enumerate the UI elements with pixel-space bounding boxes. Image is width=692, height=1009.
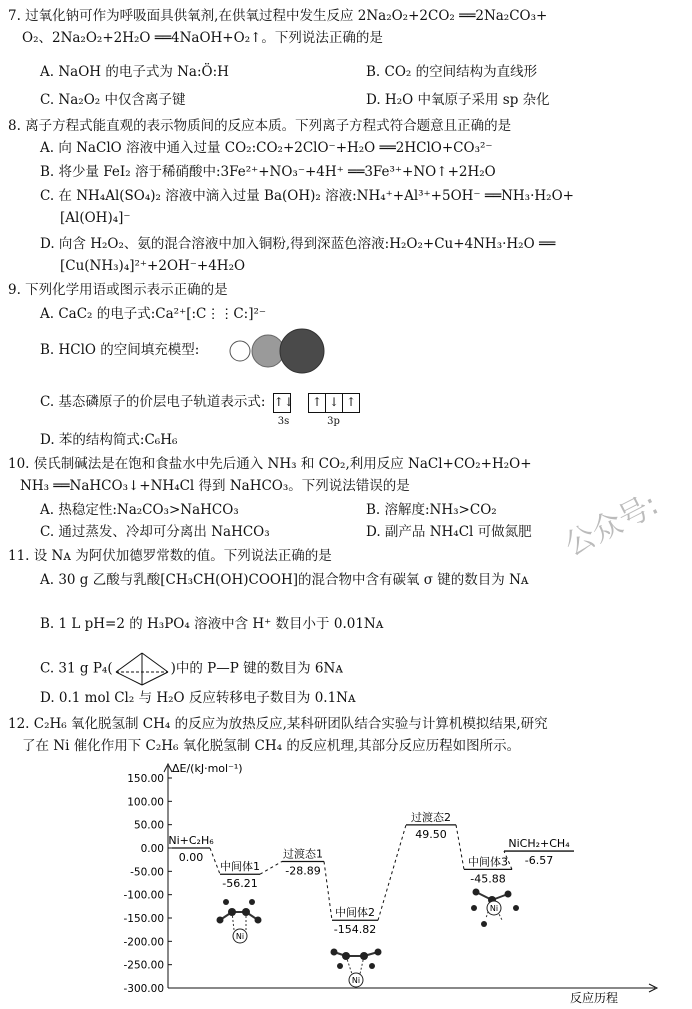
- q10-option-a: A. 热稳定性:Na₂CO₃>NaHCO₃: [40, 502, 239, 518]
- energy-path-connector: [456, 825, 464, 870]
- q8-option-c-line1: C. 在 NH₄Al(SO₄)₂ 溶液中滴入过量 Ba(OH)₂ 溶液:NH₄⁺+Al³⁺+5OH⁻ ══NH₃·H₂O+: [40, 188, 574, 204]
- y-tick-label: -100.00: [123, 889, 164, 902]
- y-tick-label: 50.00: [133, 819, 164, 832]
- watermark: 公众号:: [559, 486, 665, 564]
- ni-label-2: Ni: [351, 976, 361, 985]
- state-value: 49.50: [415, 827, 447, 841]
- q12-stem-line1: 12. C₂H₆ 氧化脱氢制 CH₄ 的反应为放热反应,某科研团队结合实验与计算机模拟结果,研究: [8, 716, 548, 732]
- state-name: 中间体3: [468, 855, 508, 869]
- intermediate1-structure: [217, 899, 262, 943]
- q10-option-d: D. 副产品 NH₄Cl 可做氮肥: [366, 524, 532, 540]
- energy-path-connector: [378, 825, 406, 920]
- state-value: -45.88: [470, 872, 506, 886]
- state-value: -28.89: [285, 864, 321, 878]
- x-axis-label: 反应历程: [570, 991, 619, 1005]
- q10-option-b: B. 溶解度:NH₃>CO₂: [366, 502, 497, 518]
- energy-path-connector: [324, 861, 332, 920]
- ni-label-1: Ni: [235, 932, 245, 941]
- q7-option-b: B. CO₂ 的空间结构为直线形: [366, 64, 538, 80]
- intermediate2-structure: [331, 949, 382, 988]
- state-value: -154.82: [333, 923, 377, 937]
- q7-option-d: D. H₂O 中氧原子采用 sp 杂化: [366, 92, 550, 108]
- q11-option-c-post: )中的 P—P 键的数目为 6Nᴀ: [170, 660, 343, 677]
- q9-stem: 9. 下列化学用语或图示表示正确的是: [8, 282, 228, 298]
- q11-option-c-pre: C. 31 g P₄(: [40, 660, 113, 677]
- q7-stem-line1: 7. 过氧化钠可作为呼吸面具供氧剂,在供氧过程中发生反应 2Na₂O₂+2CO₂ ══2Na₂CO₃+: [8, 8, 548, 24]
- state-name: 中间体1: [220, 860, 260, 874]
- orbital-3p: [309, 392, 360, 428]
- q8-stem: 8. 离子方程式能直观的表示物质间的反应本质。下列离子方程式符合题意且正确的是: [8, 118, 512, 134]
- q11-option-a: A. 30 g 乙酸与乳酸[CH₃CH(OH)COOH]的混合物中含有碳氧 σ 键的数目为 Nᴀ: [40, 572, 529, 588]
- energy-path-connector: [210, 848, 220, 874]
- q9-option-c: [40, 392, 360, 428]
- y-axis-label: ΔE/(kJ·mol⁻¹): [172, 762, 243, 775]
- p4-tetrahedron-diagram: [113, 650, 171, 688]
- q10-stem-line1: 10. 侯氏制碱法是在饱和食盐水中先后通入 NH₃ 和 CO₂,利用反应 NaCl+CO₂+H₂O+: [8, 456, 532, 472]
- q8-option-b: B. 将少量 FeI₂ 溶于稀硝酸中:3Fe²⁺+NO₃⁻+4H⁺ ══3Fe³⁺+NO↑+2H₂O: [40, 164, 496, 180]
- q9-option-d: D. 苯的结构简式:C₆H₆: [40, 432, 178, 448]
- orbital-box-3p-1: ↑: [308, 393, 326, 413]
- y-tick-label: 100.00: [127, 796, 164, 809]
- q9-option-a: A. CaC₂ 的电子式:Ca²⁺[:C⋮⋮C:]²⁻: [40, 306, 267, 322]
- orbital-3s: [273, 392, 294, 428]
- energy-profile-chart: [100, 758, 680, 1008]
- q11-option-c: [40, 650, 343, 688]
- q11-option-d: D. 0.1 mol Cl₂ 与 H₂O 反应转移电子数目为 0.1Nᴀ: [40, 690, 356, 706]
- state-value: -6.57: [524, 854, 554, 868]
- state-value: 0.00: [178, 851, 204, 864]
- q8-option-d-line1: D. 向含 H₂O₂、氨的混合溶液中加入铜粉,得到深蓝色溶液:H₂O₂+Cu+4NH₃·H₂O ══: [40, 236, 556, 252]
- y-tick-label: -50.00: [130, 866, 164, 879]
- orbital-label-3p: 3p: [327, 416, 340, 428]
- state-name: 中间体2: [335, 906, 375, 920]
- ni-label-3: Ni: [489, 904, 499, 913]
- state-name: Ni+C₂H₆: [168, 834, 214, 847]
- q7-stem-line2: O₂、2Na₂O₂+2H₂O ══4NaOH+O₂↑。下列说法正确的是: [22, 30, 383, 46]
- state-name: 过渡态2: [411, 810, 451, 824]
- q9-option-b: B. HClO 的空间填充模型:: [40, 342, 200, 358]
- energy-path-connector: [260, 861, 282, 874]
- q8-option-d-line2: [Cu(NH₃)₄]²⁺+2OH⁻+4H₂O: [60, 258, 246, 274]
- q8-option-c-line2: [Al(OH)₄]⁻: [60, 210, 131, 226]
- q11-option-b: B. 1 L pH=2 的 H₃PO₄ 溶液中含 H⁺ 数目小于 0.01Nᴀ: [40, 616, 384, 632]
- orbital-box-3p-2: ↓: [325, 393, 343, 413]
- orbital-box-3s: ↑↓: [273, 393, 291, 413]
- y-tick-label: -200.00: [123, 936, 164, 949]
- y-tick-label: 150.00: [127, 773, 164, 785]
- q9-option-c-text: C. 基态磷原子的价层电子轨道表示式:: [40, 394, 266, 410]
- q10-stem-line2: NH₃ ══NaHCO₃↓+NH₄Cl 得到 NaHCO₃。下列说法错误的是: [20, 478, 410, 494]
- energy-levels: [168, 810, 574, 936]
- y-tick-label: 0.00: [140, 843, 164, 855]
- state-name: NiCH₂+CH₄: [508, 837, 570, 851]
- hclo-space-filling-model: [228, 328, 328, 374]
- state-value: -56.21: [222, 877, 258, 891]
- orbital-label-3s: 3s: [277, 416, 290, 428]
- y-tick-label: -150.00: [123, 913, 164, 925]
- q11-stem: 11. 设 Nᴀ 为阿伏加德罗常数的值。下列说法正确的是: [8, 548, 332, 564]
- q10-option-c: C. 通过蒸发、冷却可分离出 NaHCO₃: [40, 524, 270, 540]
- state-name: 过渡态1: [283, 847, 323, 861]
- q7-option-a: A. NaOH 的电子式为 Na:Ö:H: [40, 64, 229, 80]
- orbital-box-3p-3: ↑: [342, 393, 360, 413]
- intermediate3-structure: [471, 889, 519, 928]
- y-tick-label: -250.00: [123, 959, 164, 972]
- q7-option-c: C. Na₂O₂ 中仅含离子键: [40, 92, 186, 108]
- q8-option-a: A. 向 NaClO 溶液中通入过量 CO₂:CO₂+2ClO⁻+H₂O ══2HClO+CO₃²⁻: [40, 140, 493, 156]
- y-tick-label: -300.00: [123, 983, 164, 995]
- q12-stem-line2: 了在 Ni 催化作用下 C₂H₆ 氧化脱氢制 CH₄ 的反应机理,其部分反应历程如图所示。: [22, 738, 521, 754]
